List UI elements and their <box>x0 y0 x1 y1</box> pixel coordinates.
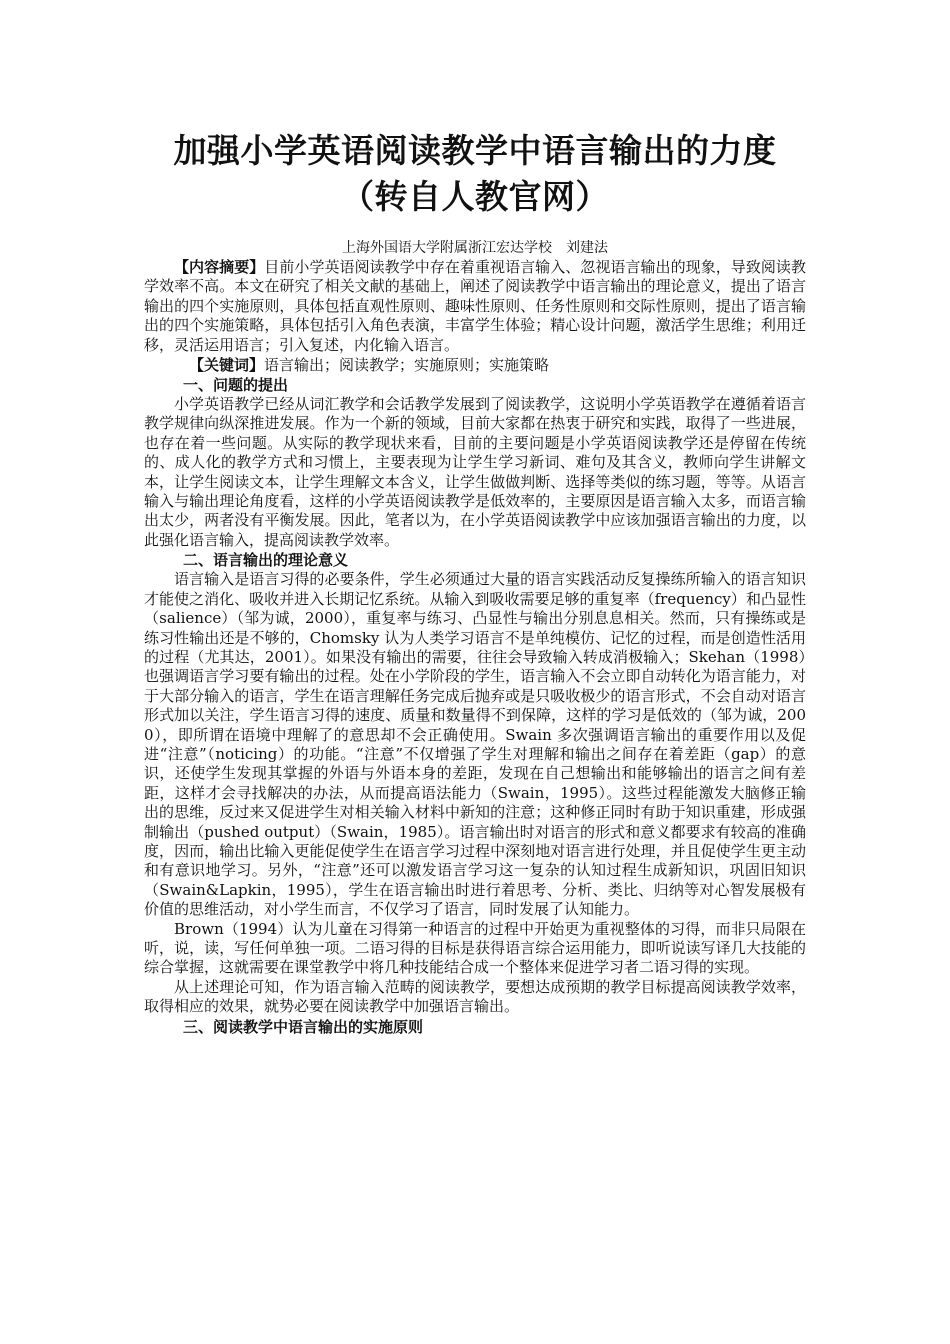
section-3-heading: 三、阅读教学中语言输出的实施原则 <box>183 1017 424 1036</box>
section-2-paragraph-3: 从上述理论可知，作为语言输入范畴的阅读教学，要想达成预期的教学目标提高阅读教学效率，取得相应的效果，就势必要在阅读教学中加强语言输出。 <box>144 977 806 1016</box>
title-line-1: 加强小学英语阅读教学中语言输出的力度 <box>173 131 777 170</box>
section-2-paragraph-2: Brown（1994）认为儿童在习得第一种语言的过程中开始更为重视整体的习得，而非只局限在听，说，读，写任何单独一项。二语习得的目标是获得语言综合运用能力，即听说读写译几大技能的综合掌握，这就需要在课堂教学中将几种技能结合成一个整体来促进学习者二语习得的实现。 <box>144 919 806 977</box>
abstract-paragraph <box>144 258 806 355</box>
keywords-text: 语言输出；阅读教学；实施原则；实施策略 <box>264 356 550 375</box>
section-1-paragraph-1: 小学英语教学已经从词汇教学和会话教学发展到了阅读教学，这说明小学英语教学在遵循着语言教学规律向纵深推进发展。作为一个新的领域，目前大家都在热衷于研究和实践，取得了一些进展，也存在着一些问题。从实际的教学现状来看，目前的主要问题是小学英语阅读教学还是停留在传统的、成人化的教学方式和习惯上，主要表现为让学生学习新词、难句及其含义，教师向学生讲解文本，让学生阅读文本，让学生理解文本含义，让学生做做判断、选择等类似的练习题，等等。从语言输入与输出理论角度看，这样的小学英语阅读教学是低效率的，主要原因是语言输入太多，而语言输出太少，两者没有平衡发展。因此，笔者以为，在小学英语阅读教学中应该加强语言输出的力度，以此强化语言输入，提高阅读教学效率。 <box>144 395 806 549</box>
section-2-paragraph-1: 语言输入是语言习得的必要条件，学生必须通过大量的语言实践活动反复操练所输入的语言知识才能使之消化、吸收并进入长期记忆系统。从输入到吸收需要足够的重复率（frequency）和凸显性（salience）（邹为诚，2000），重复率与练习、凸显性与输出分别息息相关。然而，只有操练或是练习性输出还是不够的，Chomsky 认为人类学习语言不是单纯模仿、记忆的过程，而是创造性活用的过程（尤其达，2001）。如果没有输出的需要，往往会导致输入转成消极输入；Skehan（1998）也强调语言学习要有输出的过程。处在小学阶段的学生，语言输入不会立即自动转化为语言能力，对于大部分输入的语言，学生在语言理解任务完成后抛弃或是只吸收极少的语言形式，不会自动对语言形式加以关注，学生语言习得的速度、质量和数量得不到保障，这样的学习是低效的（邹为诚，2000），即所谓在语境中理解了的意思却不会正确使用。Swain 多次强调语言输出的重要作用以及促进“注意”（noticing）的功能。“注意”不仅增强了学生对理解和输出之间存在着差距（gap）的意识，还使学生发现其掌握的外语与外语本身的差距，发现在自己想输出和能够输出的语言之间有差距，这样才会寻找解决的办法，从而提高语法能力（Swain，1995）。这些过程能激发大脑修正输出的思维，反过来又促进学生对相关输入材料中新知的注意；这种修正同时有助于知识重建，形成强制输出（pushed output）（Swain，1985）。语言输出时对语言的形式和意义都要求有较高的准确度，因而，输出比输入更能促使学生在语言学习过程中深刻地对语言进行处理，并且促使学生更主动和有意识地学习。另外，“注意”还可以激发语言学习这一复杂的认知过程生成新知识，巩固旧知识（Swain&Lapkin，1995），学生在语言输出时进行着思考、分析、类比、归纳等对心智发展极有价值的思维活动，对小学生而言，不仅学习了语言，同时发展了认知能力。 <box>144 570 806 919</box>
author-line: 上海外国语大学附属浙江宏达学校 刘建法 <box>342 240 608 256</box>
keywords-label: 【关键词】 <box>189 356 265 375</box>
abstract-label: 【内容摘要】 <box>174 258 265 276</box>
section-1-heading: 一、问题的提出 <box>183 376 289 395</box>
title-line-2: （转自人教官网） <box>341 177 609 216</box>
abstract-text: 目前小学英语阅读教学中存在着重视语言输入、忽视语言输出的现象，导致阅读教学效率不高。本文在研究了相关文献的基础上，阐述了阅读教学中语言输出的理论意义，提出了语言输出的四个实施原则，具体包括直观性原则、趣味性原则、任务性原则和交际性原则，提出了语言输出的四个实施策略，具体包括引入角色表演，丰富学生体验；精心设计问题，激活学生思维；利用迁移，灵活运用语言；引入复述，内化输入语言。 <box>144 258 806 354</box>
document-title <box>144 128 806 220</box>
keywords-line <box>144 355 806 375</box>
section-2-heading: 二、语言输出的理论意义 <box>183 551 349 570</box>
document-page <box>144 120 806 1037</box>
